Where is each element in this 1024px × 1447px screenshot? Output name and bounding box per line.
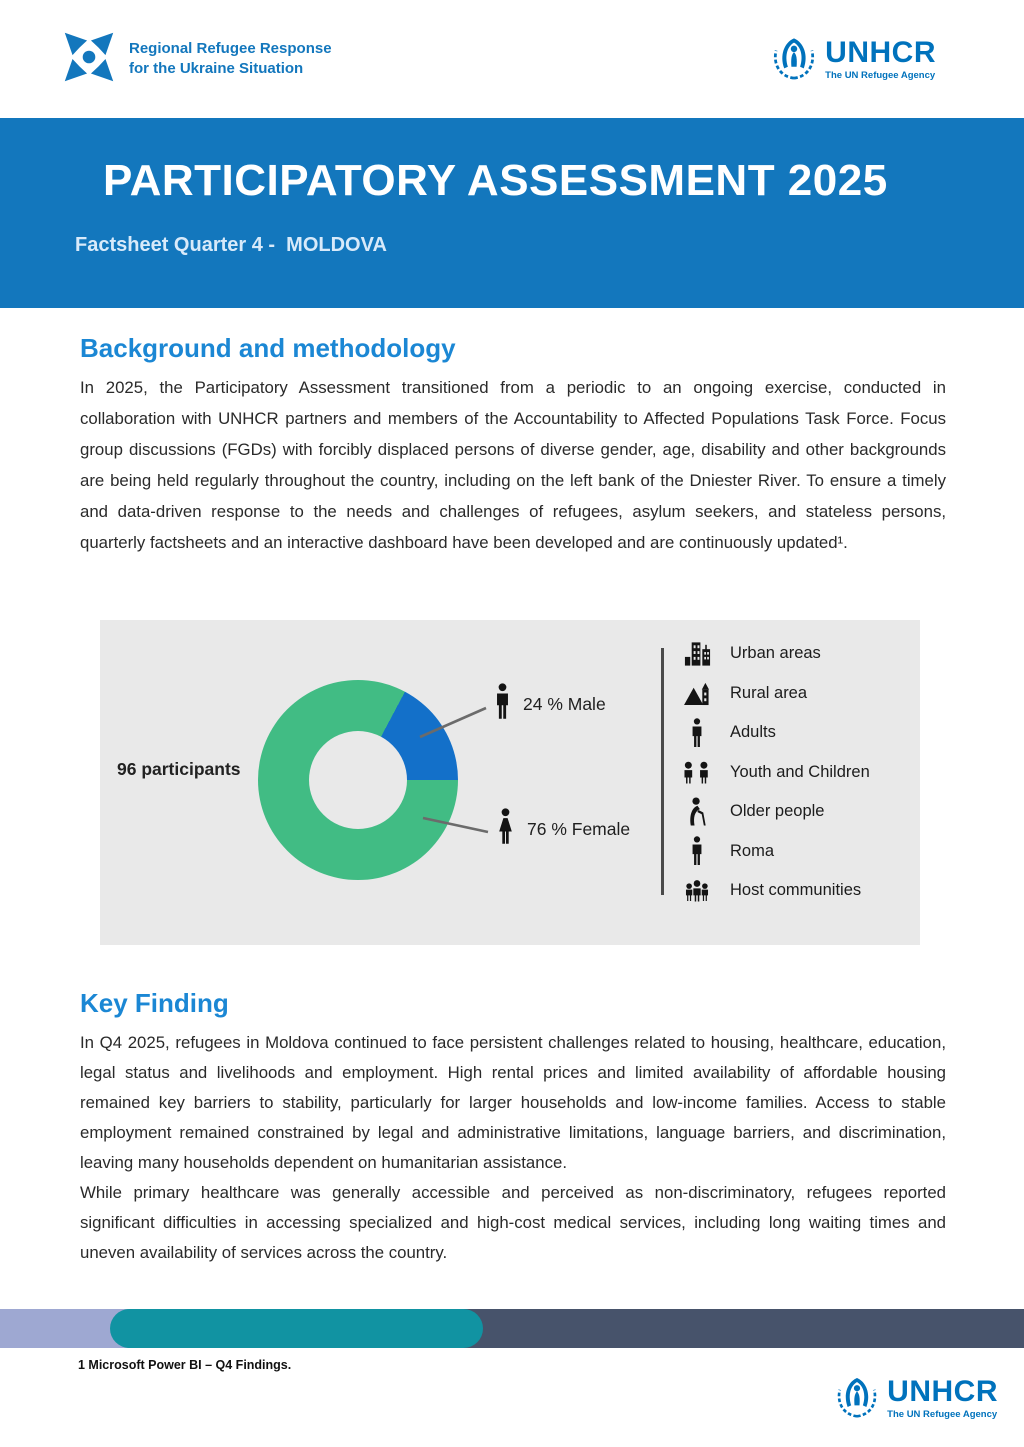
r4-logo-line1: Regional Refugee Response — [129, 40, 332, 58]
legend-divider — [661, 648, 664, 895]
legend-label: Rural area — [730, 683, 808, 702]
legend-item-roma — [680, 838, 870, 865]
key-finding-paragraph-1: In Q4 2025, refugees in Moldova continued to face persistent challenges related to housing, healthcare, education, legal status and livelihoods and employment. High rental prices and limited availability of affordable housing remained key barriers to stability, particularly for larger households and low-income families. Access to stable employment remained constrained by legal and administrative limitations, language barriers, and discrimination, leaving many households dependent on humanitarian assistance. — [80, 1033, 946, 1172]
male-icon — [494, 683, 511, 725]
title-banner — [0, 118, 1024, 308]
unhcr-logo-header — [768, 31, 936, 88]
legend-label: Adults — [730, 723, 776, 741]
legend-label: Roma — [730, 841, 775, 860]
footer-band — [0, 1309, 1024, 1348]
legend-item-rural — [680, 680, 870, 707]
footnote: 1 Microsoft Power BI – Q4 Findings. — [78, 1358, 292, 1372]
youth-children-icon — [680, 760, 714, 784]
unhcr-wordmark: UNHCR — [887, 1375, 998, 1408]
page-title: PARTICIPATORY ASSESSMENT 2025 — [103, 156, 888, 205]
legend-item-older — [680, 798, 870, 825]
donut-hole — [309, 731, 407, 829]
unhcr-emblem-icon — [832, 1371, 882, 1426]
legend-label: Older people — [730, 802, 825, 820]
background-paragraph: In 2025, the Participatory Assessment transitioned from a periodic to an ongoing exercise, conducted in collaboration with UNHCR partners and members of the Accountability to Affected Populations Task Force. Focus group discussions (FGDs) with forcibly displaced persons of diverse gender, age, disability and other backgrounds are being held regularly throughout the country, including on the left bank of the Dniester River. To ensure a timely and data-driven response to the needs and challenges of refugees, asylum seekers, and stateless persons, quarterly factsheets and an interactive dashboard have been developed and are continuously updated¹. — [80, 378, 946, 552]
unhcr-logo-footer — [832, 1371, 998, 1426]
donut-chart — [258, 680, 458, 880]
legend-label: Urban areas — [730, 644, 821, 662]
participants-total-label: 96 participants — [117, 759, 241, 779]
legend-label: Host communities — [730, 881, 862, 899]
female-icon — [496, 808, 515, 850]
rural-area-icon — [680, 681, 714, 706]
top-header — [0, 0, 1024, 118]
host-communities-icon — [680, 878, 714, 903]
older-people-icon — [680, 797, 714, 826]
legend-label: Youth and Children — [730, 762, 870, 781]
unhcr-tagline: The UN Refugee Agency — [825, 69, 936, 81]
page-subtitle: Factsheet Quarter 4 - MOLDOVA — [75, 234, 387, 256]
footer-band-teal — [110, 1309, 483, 1348]
unhcr-emblem-icon — [768, 31, 820, 88]
female-callout — [496, 808, 630, 850]
legend-item-urban — [680, 640, 870, 667]
chart-legend — [680, 640, 870, 917]
female-callout-label: 76 % Female — [527, 818, 631, 839]
r4-logo — [58, 26, 332, 93]
r4-x-icon — [58, 26, 120, 93]
key-finding-paragraph-2: While primary healthcare was generally accessible and perceived as non-discriminatory, refugees reported significant difficulties in accessing specialized and high-cost medical services, including long waiting times and uneven availability of services across the country. — [80, 1183, 946, 1262]
unhcr-logo-text — [887, 1377, 998, 1420]
adults-icon — [680, 718, 714, 748]
urban-areas-icon — [680, 641, 714, 667]
key-finding-heading: Key Finding — [80, 988, 229, 1018]
r4-logo-text — [129, 39, 332, 79]
legend-item-adults — [680, 719, 870, 746]
participants-chart-panel — [100, 620, 920, 945]
legend-item-youth — [680, 759, 870, 786]
background-heading: Background and methodology — [80, 333, 456, 363]
unhcr-wordmark: UNHCR — [825, 35, 936, 69]
roma-icon — [680, 836, 714, 866]
r4-logo-line2: for the Ukraine Situation — [129, 60, 304, 77]
male-callout — [494, 683, 606, 725]
male-callout-label: 24 % Male — [523, 693, 606, 714]
unhcr-tagline: The UN Refugee Agency — [887, 1409, 998, 1420]
legend-item-host — [680, 877, 870, 904]
unhcr-logo-text — [825, 35, 936, 81]
key-finding-body — [80, 1028, 946, 1268]
